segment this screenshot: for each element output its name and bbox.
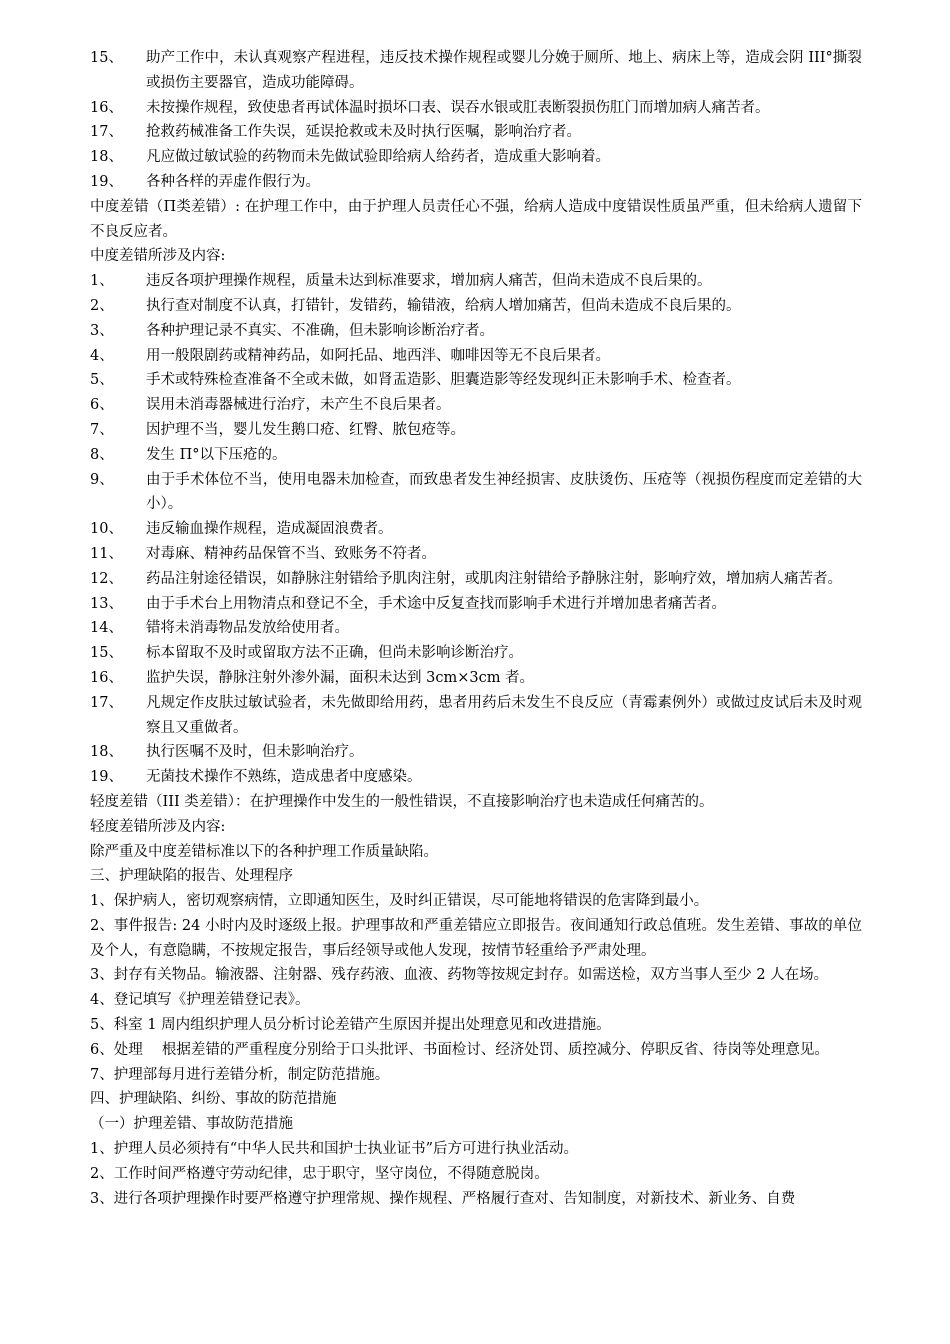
item-text: 抢救药械准备工作失误，延误抢救或未及时执行医嘱，影响治疗者。: [146, 124, 581, 141]
item-text: 手术或特殊检查准备不全或未做，如肾盂造影、胆囊造影等经发现纠正未影响手术、检查者。: [146, 372, 741, 389]
paragraph: 1、护理人员必须持有“中华人民共和国护士执业证书”后方可进行执业活动。: [90, 1141, 579, 1158]
minor-heading: 轻度差错所涉及内容:: [90, 818, 226, 835]
moderate-definition: 中度差错（Π类差错）: 在护理工作中，由于护理人员责任心不强，给病人造成中度错误性质虽严重，但未给病人遗留下不良反应者。: [90, 198, 862, 240]
minor-content: 除严重及中度差错标准以下的各种护理工作质量缺陷。: [90, 843, 438, 860]
item-text: 由于手术体位不当，使用电器未加检查，而致患者发生神经损害、皮肤烫伤、压疮等（视损伤程度而定差错的大小）。: [146, 471, 862, 513]
item-text: 无菌技术操作不熟练，造成患者中度感染。: [146, 769, 422, 786]
list-item: [90, 517, 862, 542]
item-text: 各种护理记录不真实、不准确，但未影响诊断治疗者。: [146, 322, 494, 339]
paragraph: 2、事件报告: 24 小时内及时逐级上报。护理事故和严重差错应立即报告。夜间通知行政总值班。发生差错、事故的单位及个人，有意隐瞒，不按规定报告，事后经领导或他人发现，按情节轻重给予严肃处理。: [90, 917, 862, 959]
item-text: 监护失误，静脉注射外渗外漏，面积未达到 3cm×3cm 者。: [146, 669, 535, 686]
list-item: [90, 616, 862, 641]
list-item: [90, 443, 862, 468]
paragraph: 7、护理部每月进行差错分析，制定防范措施。: [90, 1066, 390, 1083]
list-item: [90, 468, 862, 518]
list-item: [90, 641, 862, 666]
item-text: 因护理不当，婴儿发生鹅口疮、红臀、脓包疮等。: [146, 421, 465, 438]
item-text: 误用未消毒器械进行治疗，未产生不良后果者。: [146, 397, 451, 414]
paragraph: 3、进行各项护理操作时要严格遵守护理常规、操作规程、严格履行查对、告知制度，对新技术、新业务、自费: [90, 1190, 796, 1207]
item-text: 药品注射途径错误，如静脉注射错给予肌肉注射，或肌肉注射错给予静脉注射，影响疗效，增加病人痛苦者。: [146, 570, 842, 587]
item-number: 17、: [90, 124, 123, 141]
item-number: 11、: [90, 545, 123, 562]
paragraph: 4、登记填写《护理差错登记表》。: [90, 992, 310, 1009]
item-text: 对毒麻、精神药品保管不当、致账务不符者。: [146, 545, 436, 562]
paragraph: 6、处理 根据差错的严重程度分别给于口头批评、书面检讨、经济处罚、质控减分、停职反省、待岗等处理意见。: [90, 1041, 829, 1058]
list-item: [90, 269, 862, 294]
list-item: [90, 592, 862, 617]
paragraph: 2、工作时间严格遵守劳动纪律，忠于职守，坚守岗位，不得随意脱岗。: [90, 1165, 549, 1182]
list-item: [90, 393, 862, 418]
list-item: [90, 567, 862, 592]
list-item: [90, 418, 862, 443]
item-number: 13、: [90, 595, 123, 612]
item-number: 16、: [90, 99, 123, 116]
paragraph: 3、封存有关物品。输液器、注射器、残存药液、血液、药物等按规定封存。如需送检，双方当事人至少 2 人在场。: [90, 967, 829, 984]
item-text: 执行查对制度不认真，打错针，发错药，输错液，给病人增加痛苦，但尚未造成不良后果的。: [146, 297, 741, 314]
item-text: 标本留取不及时或留取方法不正确，但尚未影响诊断治疗。: [146, 645, 523, 662]
item-number: 4、: [90, 347, 114, 364]
list-item: [90, 542, 862, 567]
item-number: 17、: [90, 694, 123, 711]
item-number: 19、: [90, 173, 123, 190]
section-title: 三、护理缺陷的报告、处理程序: [90, 868, 293, 885]
list-item: [90, 765, 862, 790]
item-number: 12、: [90, 570, 123, 587]
item-text: 由于手术台上用物清点和登记不全，手术途中反复查找而影响手术进行并增加患者痛苦者。: [146, 595, 726, 612]
item-text: 违反各项护理操作规程，质量未达到标准要求，增加病人痛苦，但尚未造成不良后果的。: [146, 273, 712, 290]
item-number: 18、: [90, 149, 123, 166]
item-text: 发生 Π°以下压疮的。: [146, 446, 287, 463]
list-item: [90, 46, 862, 96]
paragraph: 1、保护病人，密切观察病情，立即通知医生，及时纠正错误，尽可能地将错误的危害降到最小。: [90, 893, 709, 910]
item-text: 违反输血操作规程，造成凝固浪费者。: [146, 521, 393, 538]
item-text: 用一般限剧药或精神药品，如阿托品、地西泮、咖啡因等无不良后果者。: [146, 347, 610, 364]
item-number: 7、: [90, 421, 114, 438]
list-item: [90, 120, 862, 145]
list-item: [90, 145, 862, 170]
list-item: [90, 666, 862, 691]
item-number: 16、: [90, 669, 123, 686]
item-number: 19、: [90, 769, 123, 786]
section-subtitle: （一）护理差错、事故防范措施: [90, 1116, 293, 1133]
list-item: [90, 170, 862, 195]
list-item: [90, 96, 862, 121]
item-text: 错将未消毒物品发放给使用者。: [146, 620, 349, 637]
list-item: [90, 319, 862, 344]
item-number: 6、: [90, 397, 114, 414]
list-item: [90, 344, 862, 369]
list-item: [90, 368, 862, 393]
item-text: 未按操作规程，致使患者再试体温时损坏口表、误吞水银或肛表断裂损伤肛门而增加病人痛苦者。: [146, 99, 770, 116]
item-number: 18、: [90, 744, 123, 761]
item-number: 15、: [90, 645, 123, 662]
item-number: 2、: [90, 297, 114, 314]
list-item: [90, 294, 862, 319]
paragraph: 5、科室 1 周内组织护理人员分析讨论差错产生原因并提出处理意见和改进措施。: [90, 1017, 611, 1034]
section-title: 四、护理缺陷、纠纷、事故的防范措施: [90, 1091, 337, 1108]
item-number: 8、: [90, 446, 114, 463]
item-number: 3、: [90, 322, 114, 339]
minor-definition: 轻度差错（III 类差错）：在护理操作中发生的一般性错误，不直接影响治疗也未造成任何痛苦的。: [90, 793, 714, 810]
item-number: 1、: [90, 273, 114, 290]
item-text: 凡规定作皮肤过敏试验者，未先做即给用药，患者用药后未发生不良反应（青霉素例外）或做过皮试后未及时观察且又重做者。: [146, 694, 862, 736]
item-text: 各种各样的弄虚作假行为。: [146, 173, 320, 190]
item-number: 15、: [90, 50, 123, 66]
list-item: [90, 740, 862, 765]
item-text: 凡应做过敏试验的药物而未先做试验即给病人给药者，造成重大影响着。: [146, 149, 610, 166]
list-item: [90, 691, 862, 741]
item-number: 10、: [90, 521, 123, 538]
item-number: 14、: [90, 620, 123, 637]
item-number: 9、: [90, 471, 114, 488]
item-text: 助产工作中，未认真观察产程进程，违反技术操作规程或婴儿分娩于厕所、地上、病床上等，造成会阴 III°撕裂或损伤主要器官，造成功能障碍。: [146, 50, 862, 91]
item-number: 5、: [90, 372, 114, 389]
item-text: 执行医嘱不及时，但未影响治疗。: [146, 744, 364, 761]
moderate-heading: 中度差错所涉及内容:: [90, 248, 226, 265]
